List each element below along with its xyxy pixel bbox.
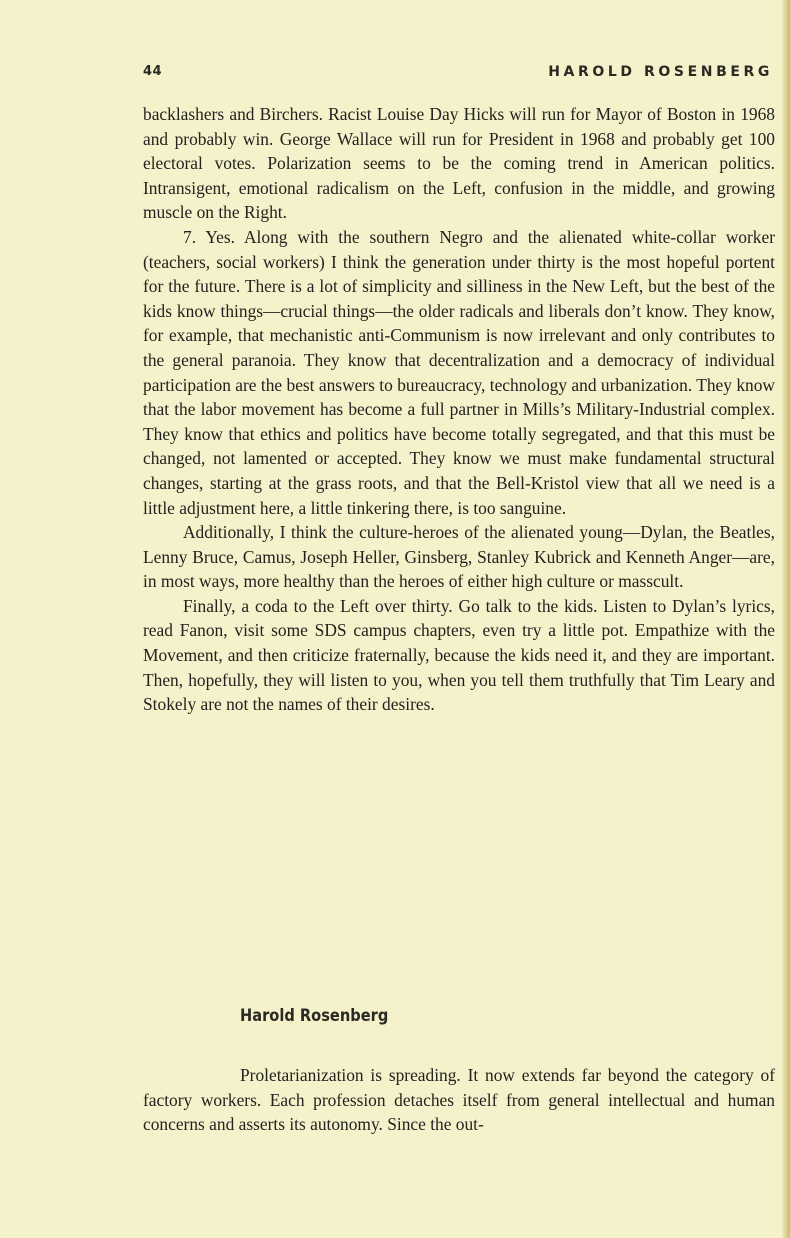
- section-text: [143, 1063, 775, 1137]
- running-title: HAROLD ROSENBERG: [548, 64, 773, 80]
- section-heading: Harold Rosenberg: [240, 1006, 389, 1026]
- running-head: [143, 64, 773, 84]
- section-paragraph: Proletarianization is spreading. It now extends far beyond the category of factory workers. Each profession detaches itself from general intellectual and human concerns and asserts its autonomy. Since the out-: [143, 1065, 775, 1135]
- page-number: 44: [143, 64, 163, 79]
- page-edge: [782, 0, 790, 1238]
- paragraph-culture-heroes: Additionally, I think the culture-heroes of the alienated young—Dylan, the Beatles, Lenny Bruce, Camus, Joseph Heller, Ginsberg, Stanley Kubrick and Kenneth Anger—are, in most ways, more healthy than the heroes of either high culture or masscult.: [143, 522, 775, 592]
- paragraph-continuation: backlashers and Birchers. Racist Louise Day Hicks will run for Mayor of Boston in 1968 and probably win. George Wallace will run for President in 1968 and probably get 100 electoral votes. Polarization seems to be the coming trend in American politics. Intransigent, emotional radicalism on the Left, confusion in the middle, and growing muscle on the Right.: [143, 104, 775, 223]
- paragraph-answer-7: 7. Yes. Along with the southern Negro and the alienated white-collar worker (teachers, social workers) I think the generation under thirty is the most hopeful portent for the future. There is a lot of simplicity and silliness in the New Left, but the best of the kids know things—crucial things—the older radicals and liberals don’t know. They know, for example, that mechanistic anti-Communism is now irrelevant and only contributes to the general paranoia. They know that decentralization and a democracy of individual participation are the best answers to bureaucracy, technology and urbanization. They know that the labor movement has become a full partner in Mills’s Military-Industrial complex. They know that ethics and politics have become totally segregated, and that this must be changed, not lamented or accepted. They know we must make fundamental structural changes, starting at the grass roots, and that the Bell-Kristol view that all we need is a little adjustment here, a little tinkering there, is too sanguine.: [143, 226, 775, 518]
- paragraph-coda: Finally, a coda to the Left over thirty. Go talk to the kids. Listen to Dylan’s lyrics, read Fanon, visit some SDS campus chapters, even try a little pot. Empathize with the Movement, and then criticize fraternally, because the kids need it, and they are important. Then, hopefully, they will listen to you, when you tell them truthfully that Tim Leary and Stokely are not the names of their desires.: [143, 595, 775, 715]
- body-text: [143, 102, 775, 717]
